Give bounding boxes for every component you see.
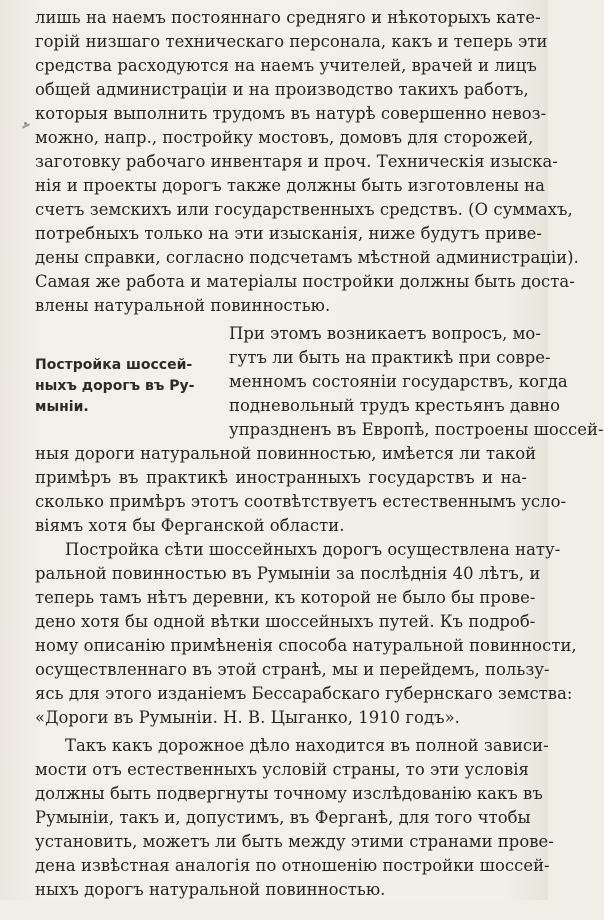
text-line: дена извѣстная аналогія по отношенію постройки шоссей-	[35, 856, 550, 875]
text-line: примѣръ въ практикѣ иностранныхъ государствъ и на-	[35, 468, 527, 487]
text-line: установить, можетъ ли быть между этими странами прове-	[35, 832, 554, 851]
text-line: влены натуральной повинностью.	[35, 296, 331, 315]
text-line: менномъ состояніи государствъ, когда	[229, 372, 568, 391]
text-line: счетъ земскихъ или государственныхъ средствъ. (О суммахъ,	[35, 200, 573, 219]
margin-note-line: мыніи.	[35, 399, 89, 415]
text-line: теперь тамъ нѣтъ деревни, къ которой не было бы прове-	[35, 588, 536, 607]
text-line: ясь для этого изданіемъ Бессарабскаго губернскаго земства:	[35, 684, 573, 703]
text-line: лишь на наемъ постояннаго средняго и нѣкоторыхъ кате-	[35, 8, 541, 27]
text-line: Такъ какъ дорожное дѣло находится въ полной зависи-	[65, 736, 549, 755]
text-line: горій низшаго техническаго персонала, какъ и теперь эти	[35, 32, 548, 51]
text-line: ныхъ дорогъ натуральной повинностью.	[35, 880, 386, 899]
text-line: упраздненъ въ Европѣ, построены шоссей-	[229, 420, 604, 439]
margin-note-line: Постройка шоссей-	[35, 357, 193, 373]
text-line: мости отъ естественныхъ условій страны, то эти условія	[35, 760, 529, 779]
margin-note	[35, 355, 216, 418]
text-line: нія и проекты дорогъ также должны быть изготовлены на	[35, 176, 545, 195]
text-line: потребныхъ только на эти изысканія, ниже будутъ приве-	[35, 224, 542, 243]
text-line: сколько примѣръ этотъ соотвѣтствуетъ естественнымъ усло-	[35, 492, 567, 511]
text-line: средства расходуются на наемъ учителей, врачей и лицъ	[35, 56, 537, 75]
text-line: ныя дороги натуральной повинностью, имѣется ли такой	[35, 444, 537, 463]
text-line: дены справки, согласно подсчетамъ мѣстной администраціи).	[35, 248, 579, 267]
text-line: Румыніи, такъ и, допустимъ, въ Ферганѣ, для того чтобы	[35, 808, 531, 827]
text-line: Постройка сѣти шоссейныхъ дорогъ осуществлена нату-	[65, 540, 561, 559]
text-line: ральной повинностью въ Румыніи за послѣднія 40 лѣтъ, и	[35, 564, 541, 583]
text-line: заготовку рабочаго инвентаря и проч. Техническія изыска-	[35, 152, 558, 171]
text-line: «Дороги въ Румыніи. Н. В. Цыганко, 1910 годъ».	[35, 708, 460, 727]
text-line: осуществленнаго въ этой странѣ, мы и перейдемъ, пользу-	[35, 660, 550, 679]
ink-mark-stroke	[22, 123, 30, 128]
text-line: общей администраціи и на производство такихъ работъ,	[35, 80, 529, 99]
text-line: которыя выполнить трудомъ въ натурѣ совершенно невоз-	[35, 104, 547, 123]
text-line: дено хотя бы одной вѣтки шоссейныхъ путей. Къ подроб-	[35, 612, 536, 631]
text-line: віямъ хотя бы Ферганской области.	[35, 516, 345, 535]
text-line: можно, напр., постройку мостовъ, домовъ для сторожей,	[35, 128, 534, 147]
margin-note-line: ныхъ дорогъ въ Ру-	[35, 378, 195, 394]
text-line: ному описанію примѣненія способа натуральной повинности,	[35, 636, 577, 655]
text-line: должны быть подвергнуты точному изслѣдованію какъ въ	[35, 784, 543, 803]
text-line: Самая же работа и матеріалы постройки должны быть доста-	[35, 272, 575, 291]
text-line: При этомъ возникаетъ вопросъ, мо-	[229, 324, 541, 343]
text-line: гутъ ли быть на практикѣ при совре-	[229, 348, 551, 367]
text-line: подневольный трудъ крестьянъ давно	[229, 396, 561, 415]
